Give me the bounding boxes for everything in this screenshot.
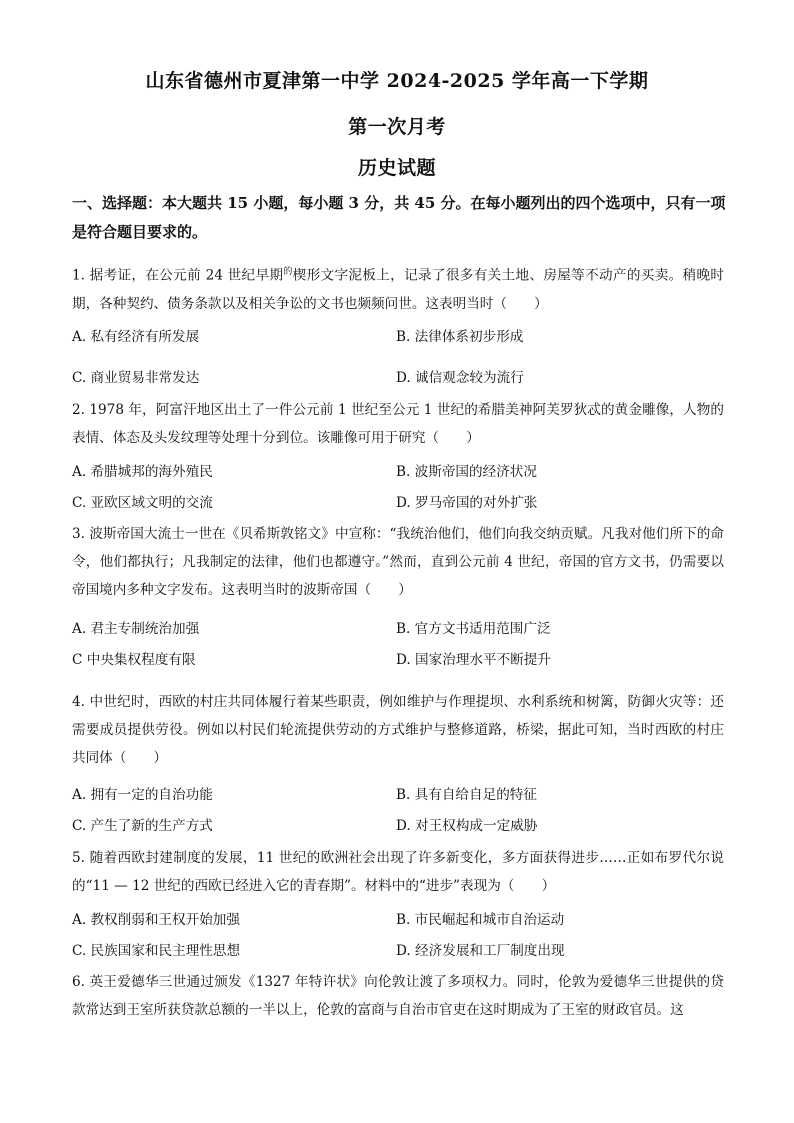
exam-subject: 历史试题 xyxy=(357,157,436,179)
exam-title: 山东省德州市夏津第一中学 2024-2025 学年高一下学期 xyxy=(145,70,649,92)
question-3: 3. 波斯帝国大流士一世在《贝希斯敦铭文》中宣称：“我统治他们，他们向我交纳贡赋。凡我对他们所下的命令，他们都执行；凡我制定的法律，他们也都遵守。”然而，直到公元前 4 世纪，帝国的官方文书，仍需要以帝国境内多种文字发布。这表明当时的波斯帝国（ ） xyxy=(72,526,724,598)
option-c: C. 民族国家和民主理性思想 xyxy=(72,943,241,959)
question-stem-part: 楔形文字泥板上，记录了很多有关土地、房屋等不动产的买卖。稍晚时期，各种契约、债务条款以及相关争讼的文书也频频问世。这表明当时（ ） xyxy=(72,267,725,312)
question-6: 6. 英王爱德华三世通过颁发《1327 年特许状》向伦敦让渡了多项权力。同时，伦敦为爱德华三世提供的贷款常达到王室所获贷款总额的一半以上，伦敦的富商与自治市官吏在这时期成为了王室的财政官员。这 xyxy=(72,974,724,1018)
option-b: B. 波斯帝国的经济状况 xyxy=(396,464,537,480)
section-heading: 一、选择题：本大题共 15 小题，每小题 3 分，共 45 分。在每小题列出的四个选项中，只有一项是符合题目要求的。 xyxy=(72,194,726,241)
exam-subtitle: 第一次月考 xyxy=(348,116,446,138)
option-d: D. 经济发展和工厂制度出现 xyxy=(396,943,565,959)
option-c: C. 亚欧区域文明的交流 xyxy=(72,495,213,511)
question-1 xyxy=(72,258,724,318)
option-b: B. 法律体系初步形成 xyxy=(396,329,524,345)
option-c: C. 商业贸易非常发达 xyxy=(72,370,200,386)
option-a: A. 私有经济有所发展 xyxy=(72,329,200,345)
option-d: D. 国家治理水平不断提升 xyxy=(396,652,551,668)
question-stem-part: 1. 据考证，在公元前 24 世纪早期 xyxy=(72,267,284,284)
question-5: 5. 随着西欧封建制度的发展，11 世纪的欧洲社会出现了许多新变化，多方面获得进步……正如布罗代尔说的“11 — 12 世纪的西欧已经进入它的青春期”。材料中的“进步”表现为（ ） xyxy=(72,850,724,894)
option-a: A. 君主专制统治加强 xyxy=(72,621,200,637)
question-stem-superscript: 的 xyxy=(283,267,293,277)
option-a: A. 拥有一定的自治功能 xyxy=(72,787,213,803)
option-d: D. 对王权构成一定威胁 xyxy=(396,818,538,834)
option-b: B. 官方文书适用范围广泛 xyxy=(396,621,551,637)
option-a: A. 教权削弱和王权开始加强 xyxy=(72,912,240,928)
option-d: D. 罗马帝国的对外扩张 xyxy=(396,495,538,511)
option-b: B. 市民崛起和城市自治运动 xyxy=(396,912,565,928)
question-4: 4. 中世纪时，西欧的村庄共同体履行着某些职责，例如维护与作理提坝、水利系统和树篱，防御火灾等：还需要成员提供劳役。例如以村民们轮流提供劳动的方式维护与整修道路，桥梁，据此可知，当时西欧的村庄共同体（ ） xyxy=(72,694,724,766)
option-a: A. 希腊城邦的海外殖民 xyxy=(72,464,213,480)
option-d: D. 诚信观念较为流行 xyxy=(396,370,524,386)
question-stem xyxy=(72,258,724,318)
option-c: C. 产生了新的生产方式 xyxy=(72,818,213,834)
option-c: C 中央集权程度有限 xyxy=(72,652,196,668)
question-2: 2. 1978 年，阿富汗地区出土了一件公元前 1 世纪至公元 1 世纪的希腊美神阿芙罗狄忒的黄金雕像，人物的表情、体态及头发纹理等处理十分到位。该雕像可用于研究（ ） xyxy=(72,402,724,446)
option-b: B. 具有自给自足的特征 xyxy=(396,787,537,803)
